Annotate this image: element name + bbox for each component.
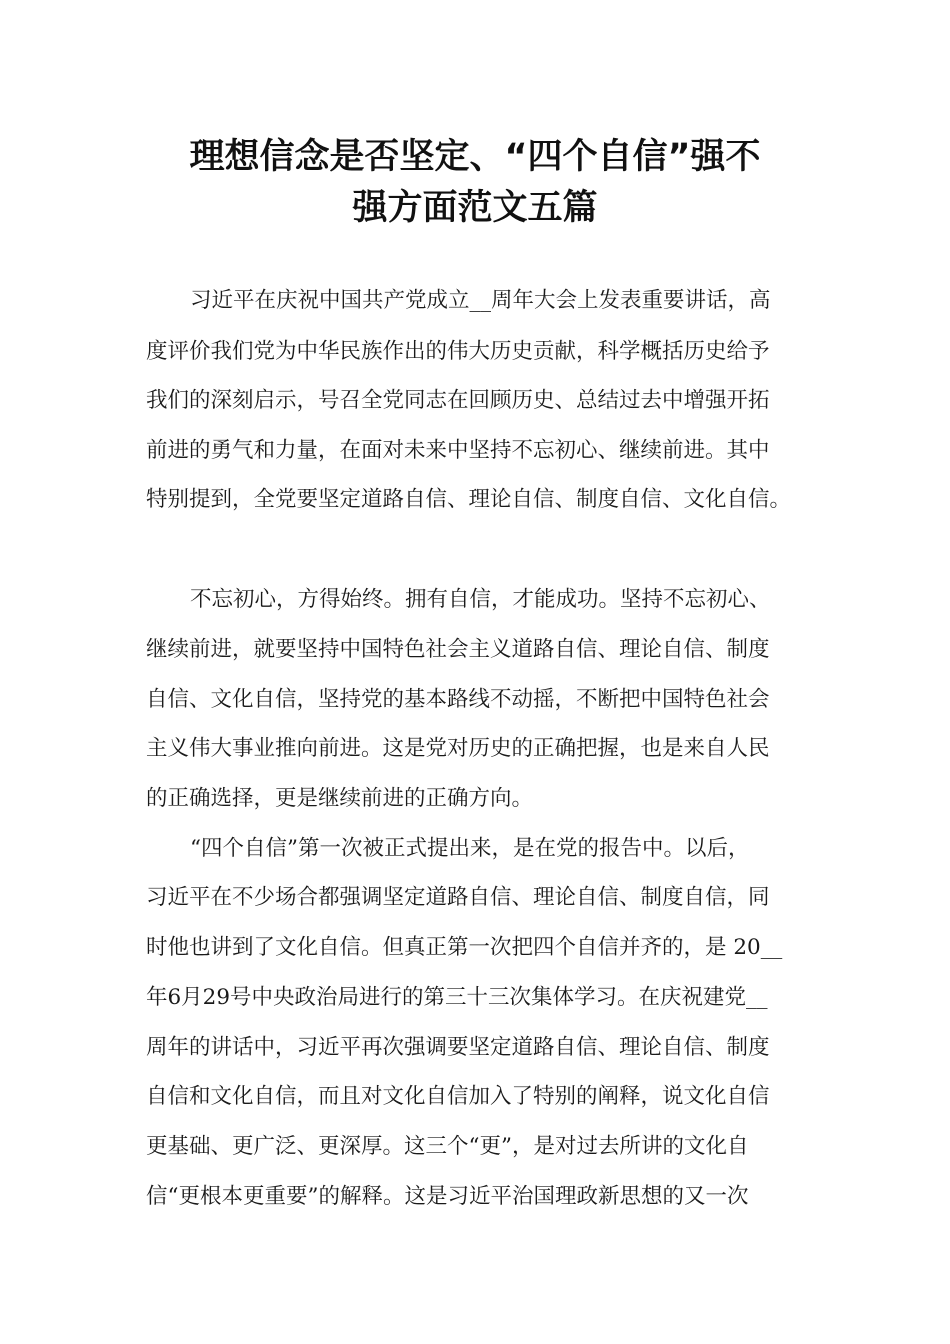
document-title-line-1: 理想信念是否坚定、“四个自信”强不 [189, 137, 761, 177]
paragraph-line: 更基础、更广泛、更深厚。这三个“更”，是对过去所讲的文化自 [146, 1134, 749, 1159]
paragraph-line: 不忘初心，方得始终。拥有自信，才能成功。坚持不忘初心、 [190, 587, 771, 612]
paragraph-line: 习近平在不少场合都强调坚定道路自信、理论自信、制度自信，同 [146, 885, 770, 910]
paragraph-line: 信“更根本更重要”的解释。这是习近平治国理政新思想的又一次 [146, 1184, 749, 1209]
document-title-line-2: 强方面范文五篇 [352, 188, 598, 228]
paragraph-line: 自信、文化自信，坚持党的基本路线不动摇，不断把中国特色社会 [146, 687, 770, 712]
paragraph-line: 特别提到，全党要坚定道路自信、理论自信、制度自信、文化自信。 [146, 487, 792, 512]
paragraph-line: 习近平在庆祝中国共产党成立__周年大会上发表重要讲话，高 [190, 288, 771, 313]
paragraph-line: 度评价我们党为中华民族作出的伟大历史贡献，科学概括历史给予 [146, 339, 770, 364]
paragraph-line: 周年的讲话中，习近平再次强调要坚定道路自信、理论自信、制度 [146, 1035, 770, 1060]
paragraph-line: 时他也讲到了文化自信。但真正第一次把四个自信并齐的，是 20__ [146, 935, 783, 960]
paragraph-line: 继续前进，就要坚持中国特色社会主义道路自信、理论自信、制度 [146, 637, 770, 662]
paragraph-line: 自信和文化自信，而且对文化自信加入了特别的阐释，说文化自信 [146, 1084, 770, 1109]
paragraph-line: 的正确选择，更是继续前进的正确方向。 [146, 786, 534, 811]
paragraph-line: “四个自信”第一次被正式提出来，是在党的报告中。以后， [190, 836, 750, 861]
paragraph-line: 年6月29号中央政治局进行的第三十三次集体学习。在庆祝建党__ [146, 985, 768, 1010]
paragraph-line: 我们的深刻启示，号召全党同志在回顾历史、总结过去中增强开拓 [146, 388, 770, 413]
paragraph-line: 主义伟大事业推向前进。这是党对历史的正确把握，也是来自人民 [146, 736, 770, 761]
paragraph-line: 前进的勇气和力量，在面对未来中坚持不忘初心、继续前进。其中 [146, 438, 770, 463]
